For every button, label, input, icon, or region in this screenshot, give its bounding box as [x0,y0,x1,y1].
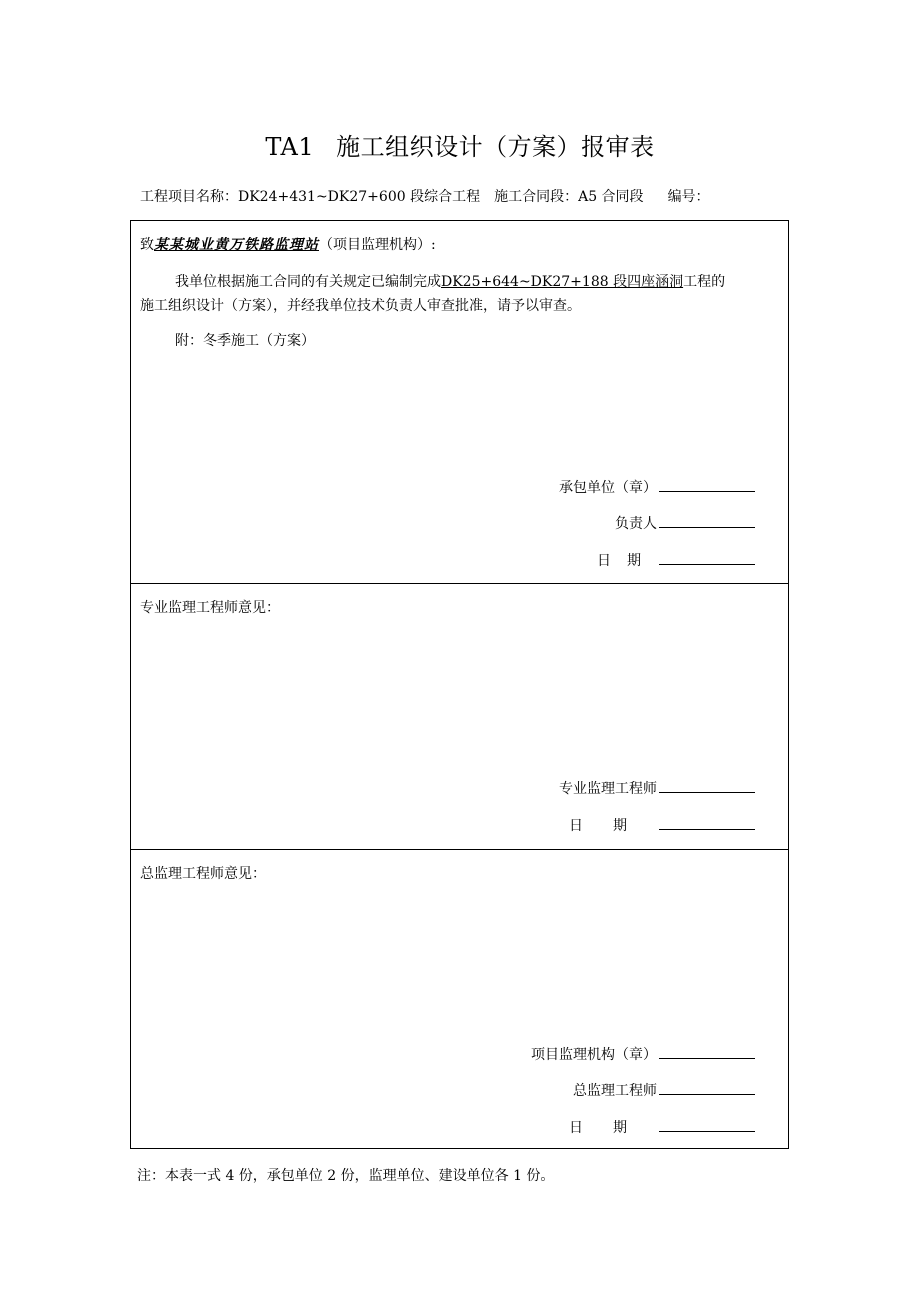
submission-paragraph-line2: 施工组织设计（方案），并经我单位技术负责人审查批准，请予以审查。 [140,298,581,314]
footnote: 注：本表一式 4 份，承包单位 2 份，监理单位、建设单位各 1 份。 [137,1168,555,1184]
para-end: 工程的 [683,274,726,290]
approval-form-table [130,220,789,1149]
specialist-opinion-section [131,584,788,850]
attachment-line: 附：冬季施工（方案） [175,333,315,349]
chief-engineer-label: 总监理工程师 [573,1083,657,1099]
responsible-person-blank [659,512,755,528]
chief-date-label: 日期 [569,1120,657,1136]
supervision-seal-line [531,1043,755,1066]
specialist-date-label: 日期 [569,818,657,834]
form-title [0,127,920,167]
to-prefix: 致 [140,237,154,253]
supervision-org: 某某城业黄万铁路监理站 [154,237,319,253]
form-code: TA1 [265,133,315,161]
date-line [597,549,755,572]
supervision-seal-label: 项目监理机构（章） [531,1047,657,1063]
submission-section [131,221,788,584]
specialist-opinion-heading: 专业监理工程师意见： [140,600,280,616]
chief-date-blank [659,1116,755,1132]
chief-date-line [569,1116,755,1139]
chief-opinion-section [131,850,788,1148]
supervision-seal-blank [659,1043,755,1059]
specialist-engineer-label: 专业监理工程师 [559,781,657,797]
chief-opinion-heading: 总监理工程师意见： [140,866,266,882]
specialist-engineer-line [559,777,755,800]
form-number-label: 编号： [667,189,710,205]
specialist-engineer-blank [659,777,755,793]
addressee-line [140,234,436,256]
contract-section: 施工合同段：A5 合同段 [494,189,644,205]
date-label: 日期 [597,553,657,569]
responsible-person-line [615,512,755,535]
project-info-line [140,186,710,208]
date-blank [659,549,755,565]
specialist-date-blank [659,814,755,830]
chief-engineer-blank [659,1079,755,1095]
contractor-seal-label: 承包单位（章） [559,480,657,496]
form-title-text: 施工组织设计（方案）报审表 [336,133,655,161]
chief-engineer-line [573,1079,755,1102]
contractor-seal-line [559,476,755,499]
para-start: 我单位根据施工合同的有关规定已编制完成 [175,274,441,290]
project-name: 工程项目名称：DK24+431~DK27+600 段综合工程 [140,189,481,205]
submission-paragraph-line1 [175,271,725,293]
to-suffix: （项目监理机构）: [319,237,436,253]
responsible-person-label: 负责人 [615,516,657,532]
specialist-date-line [569,814,755,837]
contractor-seal-blank [659,476,755,492]
project-scope: DK25+644~DK27+188 段四座涵洞 [441,274,684,290]
